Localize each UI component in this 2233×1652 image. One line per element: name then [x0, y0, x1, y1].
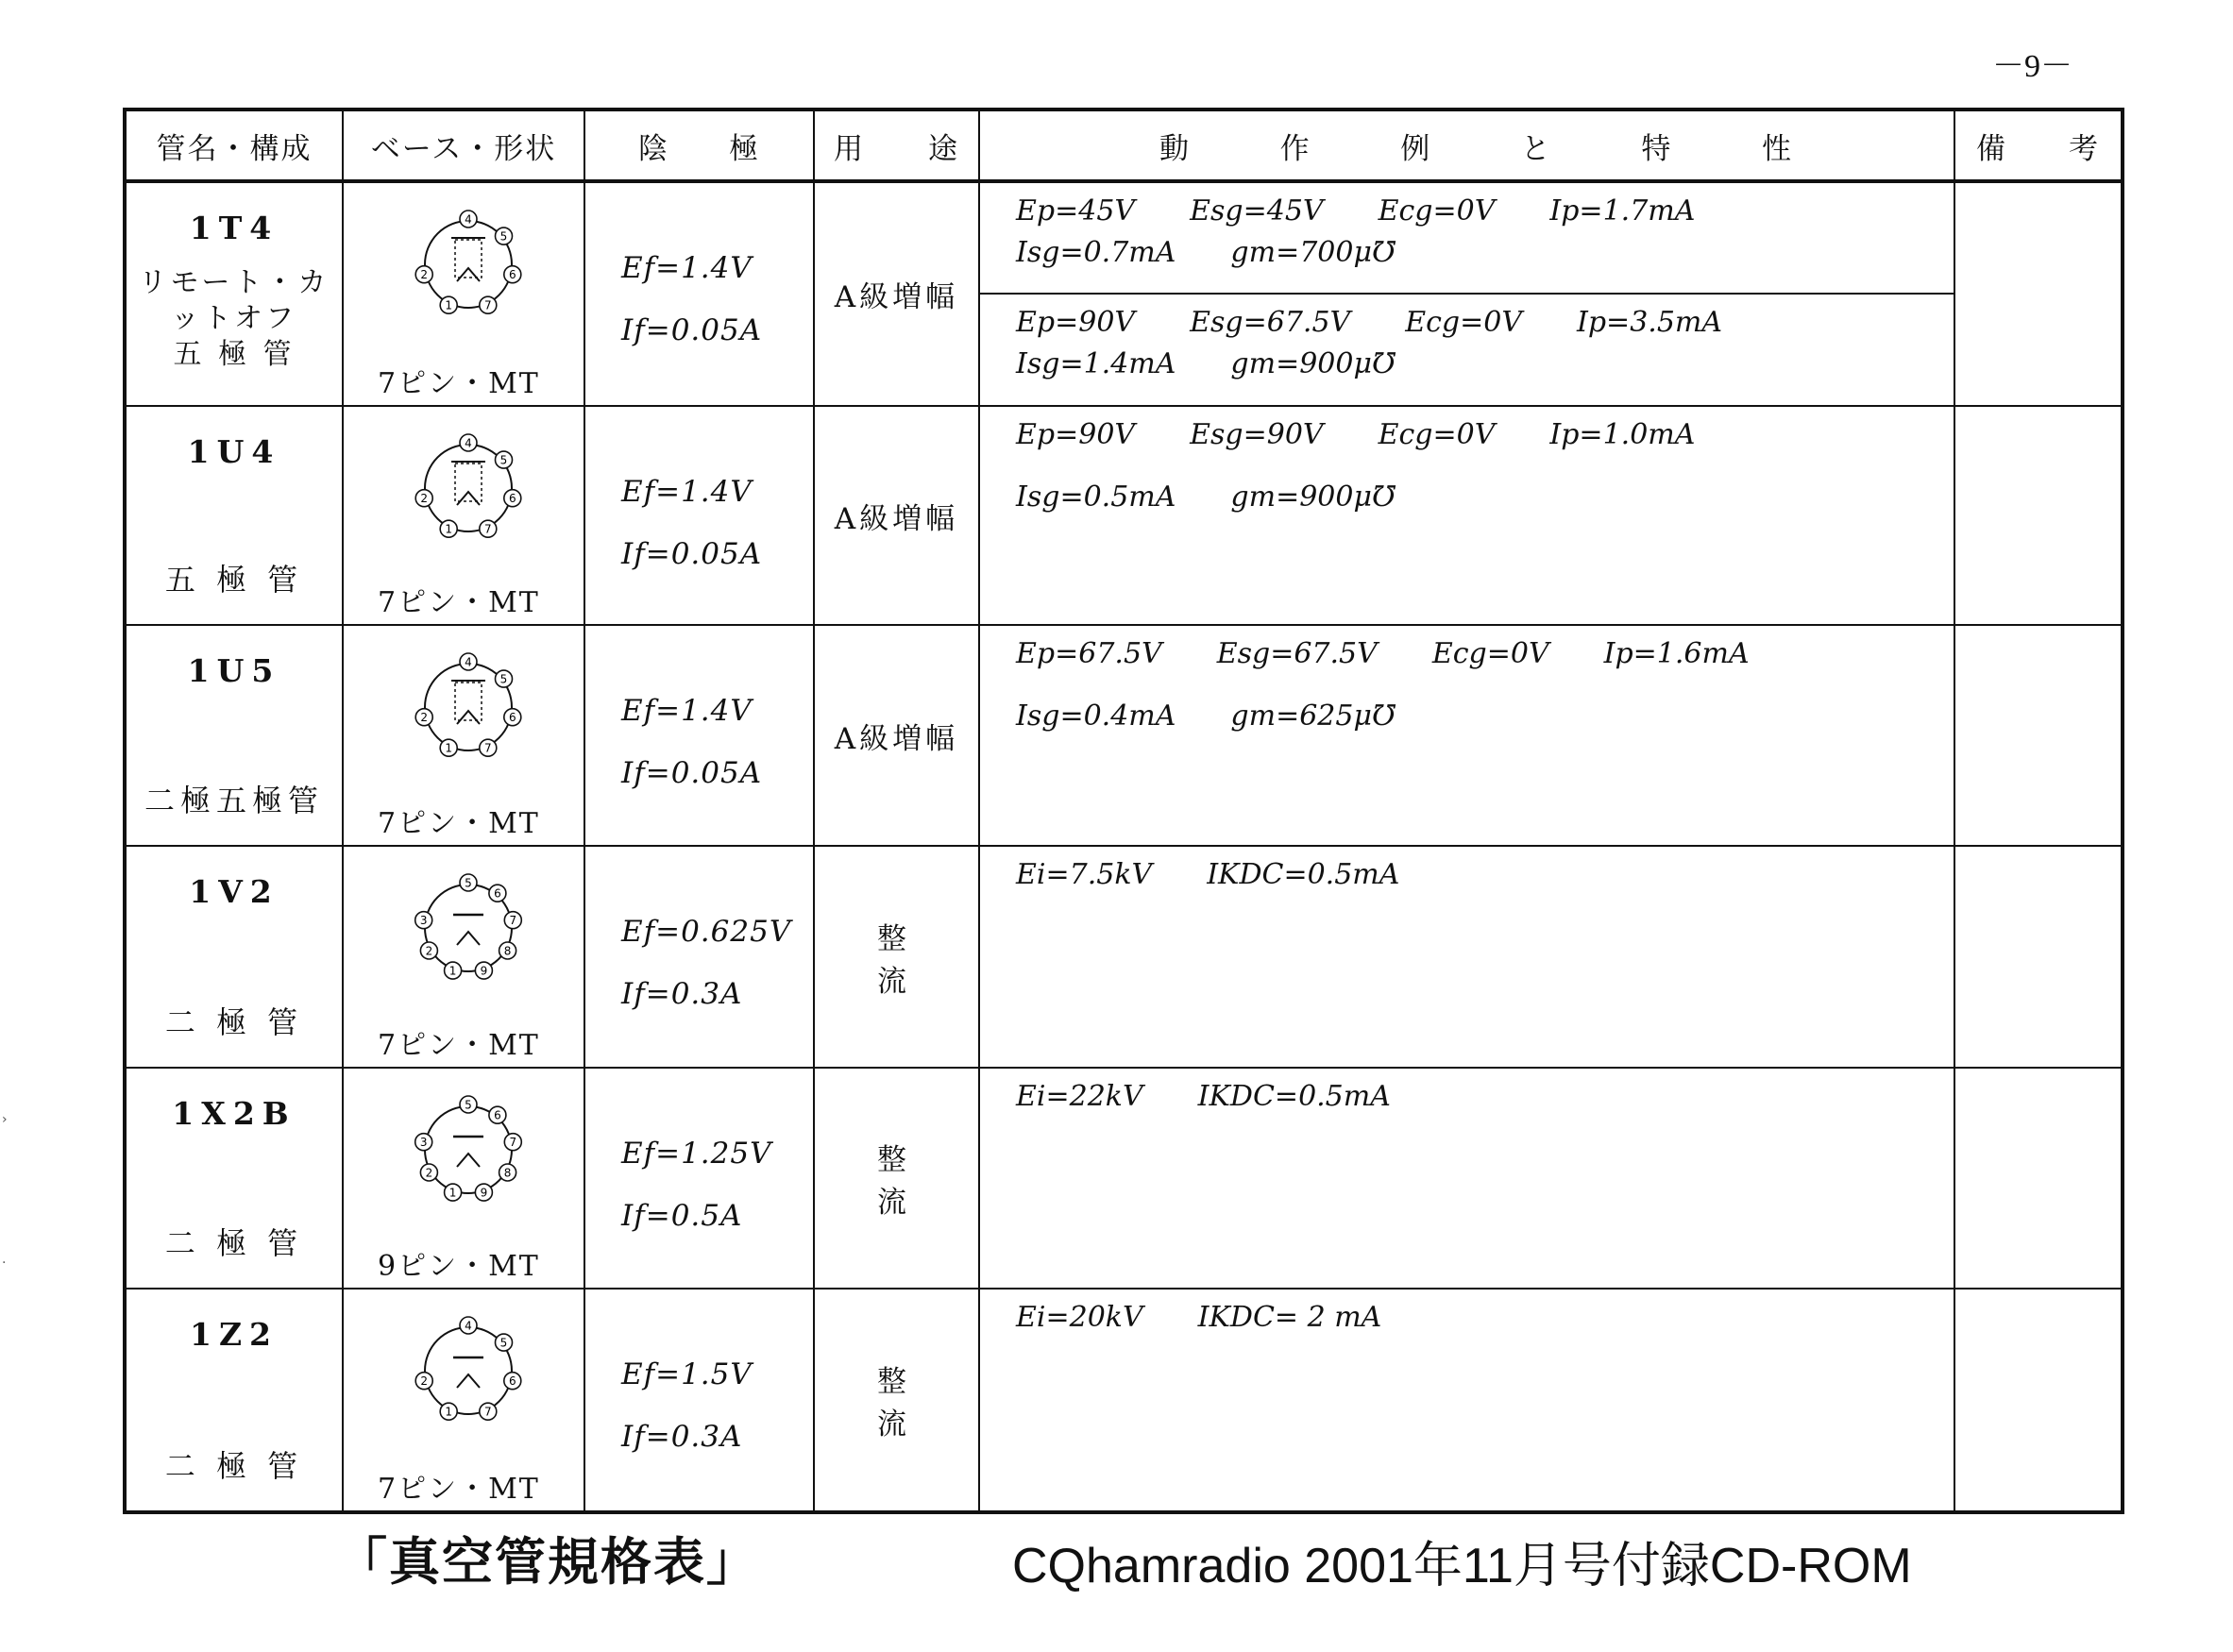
tube-name: 1X2B: [172, 1095, 296, 1132]
svg-text:5: 5: [499, 1336, 508, 1350]
svg-text:3: 3: [419, 914, 428, 928]
svg-text:7: 7: [483, 1405, 492, 1419]
operation-value: Ip=1.0mA: [1549, 418, 1696, 451]
svg-text:6: 6: [508, 492, 516, 506]
filament-current: If=0.05A: [621, 537, 763, 571]
svg-text:7: 7: [483, 298, 492, 312]
operation-value: Ip=1.7mA: [1549, 194, 1696, 228]
base-label: 7ピン・MT: [378, 1473, 540, 1506]
operation-value: IKDC=0.5mA: [1197, 1080, 1391, 1113]
operation-value: Ecg=0V: [1378, 194, 1496, 228]
operation-value: gm=700μ℧: [1230, 236, 1396, 269]
tube-name-cell: [125, 181, 343, 406]
svg-text:8: 8: [503, 1166, 512, 1180]
tube-name-cell: [125, 1068, 343, 1289]
operation-value: Ip=1.6mA: [1603, 637, 1750, 670]
operation-value: Esg=67.5V: [1190, 306, 1351, 339]
cathode-cell: [584, 625, 814, 846]
tube-spec-table: [123, 108, 2124, 1514]
notes-cell: [1954, 846, 2123, 1068]
operation-value: Ep=90V: [1016, 418, 1136, 451]
base-cell: [343, 181, 584, 406]
tube-name-cell: [125, 1289, 343, 1512]
operation-value: IKDC= 2 mA: [1197, 1301, 1382, 1334]
base-label: 7ピン・MT: [378, 1029, 540, 1062]
operation-line: [1016, 194, 1750, 228]
svg-text:7: 7: [509, 1136, 517, 1150]
svg-text:4: 4: [465, 655, 472, 669]
filament-current: If=0.3A: [621, 1420, 743, 1454]
operation-value: gm=900μ℧: [1230, 347, 1396, 380]
notes-cell: [1954, 1289, 2123, 1512]
base-label: 7ピン・MT: [378, 367, 540, 400]
svg-text:6: 6: [508, 711, 516, 725]
operation-divider: [980, 293, 1954, 295]
filament-voltage: Ef=1.4V: [621, 694, 753, 728]
operation-value: Isg=0.4mA: [1016, 700, 1176, 733]
svg-text:6: 6: [494, 1108, 501, 1122]
operation-value: Isg=0.5mA: [1016, 480, 1176, 514]
operation-value: Esg=45V: [1190, 194, 1324, 228]
base-cell: [343, 625, 584, 846]
operation-value: Ei=22kV: [1016, 1080, 1143, 1113]
operation-line: [1016, 347, 1450, 380]
svg-text:4: 4: [465, 1319, 472, 1333]
svg-text:1: 1: [445, 741, 453, 755]
operation-value: Esg=90V: [1190, 418, 1324, 451]
svg-text:3: 3: [419, 1136, 428, 1150]
operation-line: [1016, 418, 1750, 451]
operation-line: [1016, 637, 1804, 670]
header-operation: 動 作 例 と 特 性: [979, 110, 1954, 181]
table-row: [125, 1068, 2123, 1289]
svg-text:6: 6: [508, 268, 516, 282]
tube-type: 五 極 管: [164, 562, 304, 598]
svg-text:4: 4: [465, 436, 472, 450]
operation-value: gm=625μ℧: [1230, 700, 1396, 733]
operation-line: [1016, 236, 1450, 269]
svg-text:6: 6: [508, 1374, 516, 1389]
svg-text:2: 2: [425, 1166, 433, 1180]
base-cell: [343, 1289, 584, 1512]
tube-base-diagram: [393, 1076, 553, 1237]
svg-text:4: 4: [465, 212, 472, 227]
margin-mark: ›: [2, 1112, 8, 1127]
svg-text:2: 2: [425, 944, 433, 958]
notes-cell: [1954, 181, 2123, 406]
operation-cell: [979, 1068, 1954, 1289]
cathode-cell: [584, 1289, 814, 1512]
table-header-row: [125, 110, 2123, 181]
filament-current: If=0.05A: [621, 756, 763, 790]
base-label: 9ピン・MT: [378, 1250, 540, 1283]
base-cell: [343, 406, 584, 625]
table-row: [125, 181, 2123, 406]
svg-text:9: 9: [480, 1186, 488, 1200]
svg-text:5: 5: [499, 672, 508, 686]
use-cell: A級増幅: [814, 406, 979, 625]
operation-line: [1016, 1080, 1446, 1113]
svg-text:8: 8: [503, 944, 512, 958]
svg-text:5: 5: [499, 453, 508, 467]
filament-current: If=0.3A: [621, 977, 743, 1011]
svg-text:2: 2: [420, 711, 429, 725]
tube-name: 1U4: [187, 433, 281, 470]
base-label: 7ピン・MT: [378, 586, 540, 619]
operation-line: [1016, 480, 1450, 514]
filament-voltage: Ef=1.4V: [621, 251, 753, 285]
notes-cell: [1954, 625, 2123, 846]
svg-text:6: 6: [494, 886, 501, 901]
tube-type: 二 極 管: [164, 1448, 304, 1484]
header-base: ベース・形状: [343, 110, 584, 181]
margin-mark: ·: [2, 1256, 7, 1271]
page-number: －9－: [1992, 49, 2072, 84]
tube-base-diagram: [393, 191, 553, 351]
filament-voltage: Ef=1.5V: [621, 1357, 753, 1391]
notes-cell: [1954, 406, 2123, 625]
operation-line: [1016, 700, 1450, 733]
tube-base-diagram: [393, 1297, 553, 1458]
filament-current: If=0.05A: [621, 313, 763, 347]
operation-value: Isg=1.4mA: [1016, 347, 1176, 380]
use-cell: A級増幅: [814, 181, 979, 406]
svg-text:2: 2: [420, 1374, 429, 1389]
operation-line: [1016, 306, 1777, 339]
svg-text:1: 1: [448, 964, 457, 978]
operation-cell: [979, 846, 1954, 1068]
tube-name-cell: [125, 846, 343, 1068]
tube-name: 1Z2: [189, 1316, 279, 1353]
notes-cell: [1954, 1068, 2123, 1289]
operation-value: Ecg=0V: [1378, 418, 1496, 451]
header-name: 管名・構成: [125, 110, 343, 181]
operation-value: gm=900μ℧: [1230, 480, 1396, 514]
filament-voltage: Ef=0.625V: [621, 915, 792, 949]
use-cell: A級増幅: [814, 625, 979, 846]
operation-value: Ep=45V: [1016, 194, 1136, 228]
tube-base-diagram: [393, 854, 553, 1015]
svg-text:5: 5: [499, 229, 508, 244]
svg-text:1: 1: [445, 1405, 453, 1419]
base-label: 7ピン・MT: [378, 807, 540, 840]
svg-text:2: 2: [420, 268, 429, 282]
svg-text:5: 5: [465, 1098, 472, 1112]
table-row: [125, 1289, 2123, 1512]
operation-value: Ei=7.5kV: [1016, 858, 1153, 891]
tube-type: 二極五極管: [144, 783, 324, 818]
operation-cell: [979, 625, 1954, 846]
operation-value: Ecg=0V: [1431, 637, 1549, 670]
svg-text:1: 1: [445, 298, 453, 312]
header-notes: 備 考: [1954, 110, 2123, 181]
svg-text:7: 7: [483, 741, 492, 755]
svg-text:5: 5: [465, 876, 472, 890]
tube-name: 1T4: [189, 210, 279, 246]
tube-type: 二 極 管: [164, 1225, 304, 1261]
cathode-cell: [584, 846, 814, 1068]
use-cell: 整 流: [814, 1289, 979, 1512]
tube-name: 1U5: [187, 652, 281, 689]
header-cathode: 陰 極: [584, 110, 814, 181]
operation-value: Ip=3.5mA: [1577, 306, 1723, 339]
operation-value: Esg=67.5V: [1216, 637, 1378, 670]
operation-line: [1016, 858, 1454, 891]
cathode-cell: [584, 181, 814, 406]
tube-type: リモート・カ ットオフ 五 極 管: [138, 266, 330, 371]
tube-base-diagram: [393, 633, 553, 794]
tube-name-cell: [125, 625, 343, 846]
operation-value: Ep=90V: [1016, 306, 1136, 339]
filament-voltage: Ef=1.4V: [621, 475, 753, 509]
operation-value: Isg=0.7mA: [1016, 236, 1176, 269]
cathode-cell: [584, 1068, 814, 1289]
base-cell: [343, 1068, 584, 1289]
base-cell: [343, 846, 584, 1068]
footer-source: CQhamradio 2001年11月号付録CD-ROM: [1012, 1539, 1912, 1593]
cathode-cell: [584, 406, 814, 625]
svg-text:7: 7: [483, 522, 492, 536]
operation-value: IKDC=0.5mA: [1207, 858, 1400, 891]
operation-value: Ep=67.5V: [1016, 637, 1162, 670]
tube-type: 二 極 管: [164, 1004, 304, 1040]
table-row: [125, 625, 2123, 846]
footer-title: 「真空管規格表」: [336, 1532, 759, 1592]
svg-text:7: 7: [509, 914, 517, 928]
tube-base-diagram: [393, 414, 553, 575]
operation-cell: [979, 406, 1954, 625]
svg-text:2: 2: [420, 492, 429, 506]
operation-value: Ecg=0V: [1405, 306, 1522, 339]
header-use: 用 途: [814, 110, 979, 181]
operation-cell: [979, 1289, 1954, 1512]
svg-text:1: 1: [445, 522, 453, 536]
svg-text:9: 9: [480, 964, 488, 978]
operation-value: Ei=20kV: [1016, 1301, 1143, 1334]
tube-name-cell: [125, 406, 343, 625]
filament-voltage: Ef=1.25V: [621, 1137, 772, 1171]
table-row: [125, 846, 2123, 1068]
tube-name: 1V2: [189, 873, 279, 910]
table-row: [125, 406, 2123, 625]
filament-current: If=0.5A: [621, 1199, 743, 1233]
svg-text:1: 1: [448, 1186, 457, 1200]
operation-line: [1016, 1301, 1436, 1334]
use-cell: 整 流: [814, 846, 979, 1068]
use-cell: 整 流: [814, 1068, 979, 1289]
operation-cell: [979, 181, 1954, 406]
